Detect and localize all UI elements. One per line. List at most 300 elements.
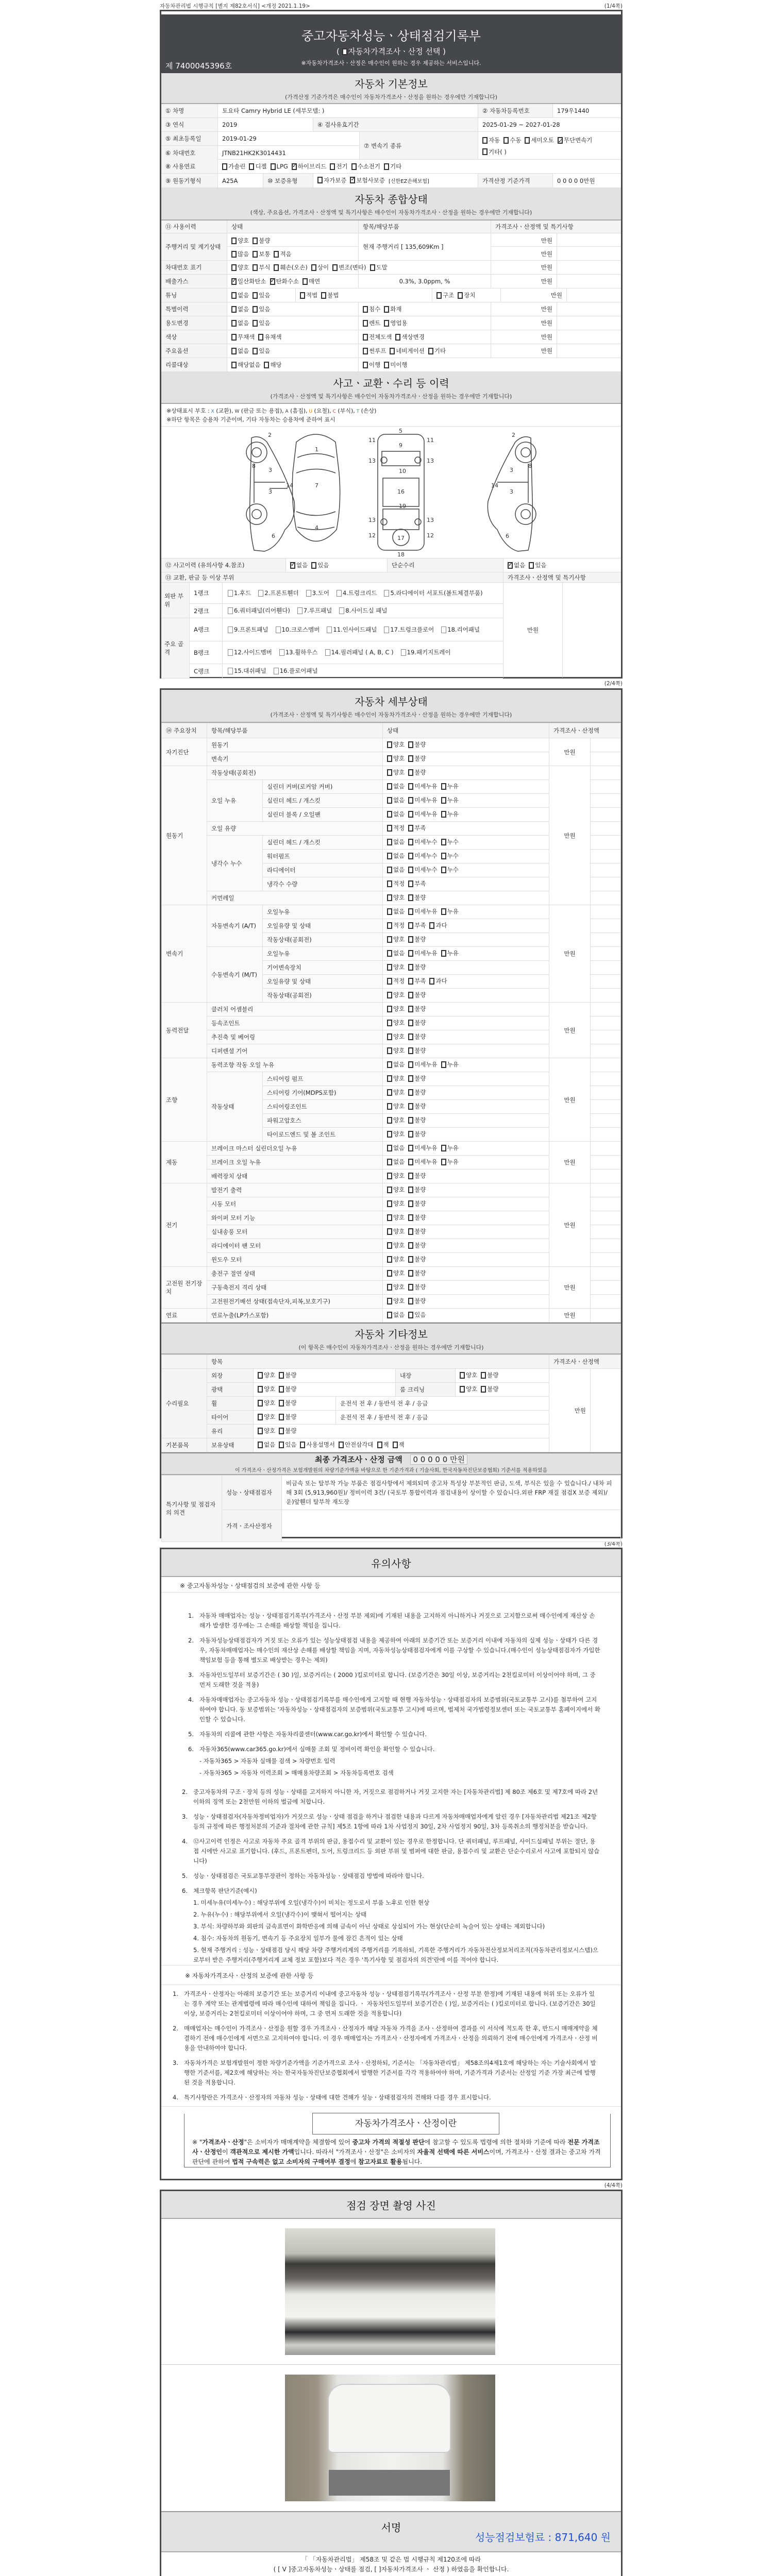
checkbox-option[interactable] [408, 1046, 426, 1055]
checkbox[interactable] [408, 1312, 413, 1318]
checkbox-option[interactable] [529, 561, 546, 569]
checkbox-option[interactable] [350, 176, 385, 184]
checkbox[interactable] [441, 908, 446, 915]
checkbox[interactable] [279, 1372, 284, 1379]
checkbox[interactable] [441, 783, 446, 790]
checkbox[interactable] [408, 1131, 413, 1138]
checkbox[interactable] [408, 839, 413, 845]
checkbox[interactable] [297, 607, 303, 614]
checkbox-option[interactable] [408, 1311, 426, 1319]
checkbox-option[interactable] [363, 361, 380, 369]
checkbox-option[interactable] [482, 147, 507, 157]
checkbox[interactable] [384, 320, 389, 327]
checkbox[interactable] [481, 1372, 486, 1379]
part-option[interactable] [339, 606, 387, 615]
checkbox[interactable] [384, 626, 389, 633]
part-option[interactable] [279, 648, 318, 657]
checkbox[interactable] [228, 649, 233, 656]
checkbox[interactable] [279, 1414, 284, 1420]
checkbox[interactable] [482, 148, 488, 155]
checkbox-option[interactable] [408, 1297, 426, 1305]
checkbox-option[interactable] [258, 1427, 275, 1435]
checkbox-option[interactable] [387, 1005, 405, 1013]
checkbox[interactable] [387, 1159, 392, 1165]
checkbox[interactable] [441, 1145, 446, 1151]
checkbox[interactable] [363, 320, 368, 327]
checkbox-option[interactable] [387, 1269, 405, 1277]
checkbox-option[interactable] [231, 291, 249, 299]
part-option[interactable] [327, 625, 377, 634]
checkbox[interactable] [481, 1386, 486, 1393]
checkbox[interactable] [408, 1061, 413, 1068]
checkbox[interactable] [387, 1075, 392, 1082]
checkbox-option[interactable] [387, 838, 405, 846]
checkbox-option[interactable] [441, 838, 459, 846]
part-option[interactable] [276, 625, 320, 634]
checkbox[interactable] [290, 562, 295, 569]
checkbox-option[interactable] [408, 1241, 426, 1249]
checkbox[interactable] [390, 348, 395, 354]
checkbox[interactable] [408, 936, 413, 943]
checkbox-option[interactable] [408, 1213, 426, 1222]
checkbox[interactable] [231, 264, 237, 271]
checkbox[interactable] [387, 1061, 392, 1068]
checkbox[interactable] [231, 320, 237, 327]
checkbox-option[interactable] [387, 1199, 405, 1208]
checkbox[interactable] [408, 797, 413, 804]
part-option[interactable] [228, 606, 290, 615]
checkbox[interactable] [300, 292, 305, 299]
checkbox[interactable] [408, 1145, 413, 1151]
checkbox[interactable] [303, 278, 308, 285]
part-option[interactable] [441, 625, 480, 634]
checkbox[interactable] [253, 251, 258, 258]
checkbox-option[interactable] [429, 977, 447, 985]
checkbox[interactable] [408, 950, 413, 957]
checkbox-option[interactable] [408, 893, 426, 902]
checkbox[interactable] [363, 348, 368, 354]
checkbox-option[interactable] [279, 1427, 296, 1435]
checkbox-option[interactable] [300, 291, 317, 299]
checkbox-option[interactable] [408, 991, 426, 999]
checkbox-option[interactable] [408, 1032, 426, 1041]
checkbox[interactable] [325, 649, 330, 656]
checkbox[interactable] [408, 755, 413, 762]
checkbox-option[interactable] [408, 1074, 426, 1082]
checkbox-option[interactable] [253, 347, 270, 355]
checkbox[interactable] [408, 1187, 413, 1193]
checkbox-option[interactable] [387, 782, 405, 790]
checkbox-option[interactable] [436, 291, 454, 299]
checkbox[interactable] [271, 163, 276, 170]
checkbox-option[interactable] [408, 1088, 426, 1096]
checkbox-option[interactable] [253, 250, 270, 258]
checkbox-option[interactable] [429, 921, 447, 929]
checkbox-option[interactable] [303, 277, 320, 285]
checkbox[interactable] [231, 306, 237, 313]
checkbox-option[interactable] [279, 1413, 296, 1421]
checkbox[interactable] [279, 1428, 284, 1434]
checkbox[interactable] [408, 1173, 413, 1179]
checkbox-option[interactable] [408, 796, 437, 804]
part-option[interactable] [274, 667, 318, 675]
checkbox[interactable] [317, 177, 323, 183]
part-option[interactable] [384, 625, 434, 634]
checkbox[interactable] [408, 1298, 413, 1304]
checkbox[interactable] [408, 1228, 413, 1235]
checkbox[interactable] [387, 1033, 392, 1040]
checkbox[interactable] [249, 163, 254, 170]
checkbox-option[interactable] [387, 1046, 405, 1055]
checkbox-option[interactable] [279, 1399, 296, 1407]
checkbox-option[interactable] [253, 319, 270, 327]
checkbox-option[interactable] [441, 810, 459, 818]
checkbox-option[interactable] [387, 1116, 405, 1124]
checkbox[interactable] [339, 1442, 344, 1448]
checkbox[interactable] [408, 894, 413, 901]
checkbox-option[interactable] [387, 963, 405, 971]
checkbox[interactable] [387, 1020, 392, 1026]
checkbox[interactable] [441, 626, 446, 633]
checkbox[interactable] [270, 278, 275, 285]
checkbox[interactable] [387, 1089, 392, 1096]
checkbox[interactable] [387, 1214, 392, 1221]
checkbox-option[interactable] [408, 1116, 426, 1124]
checkbox[interactable] [408, 1020, 413, 1026]
checkbox-option[interactable] [387, 1060, 405, 1069]
checkbox-option[interactable] [231, 236, 249, 245]
checkbox-option[interactable] [408, 824, 426, 832]
checkbox-option[interactable] [258, 333, 281, 341]
checkbox[interactable] [384, 362, 389, 368]
checkbox-option[interactable] [384, 305, 401, 313]
checkbox[interactable] [387, 1117, 392, 1124]
checkbox[interactable] [363, 362, 368, 368]
checkbox[interactable] [258, 1372, 263, 1379]
checkbox-option[interactable] [441, 907, 459, 916]
checkbox-option[interactable] [377, 1440, 389, 1449]
checkbox[interactable] [387, 894, 392, 901]
part-option[interactable] [306, 589, 329, 598]
checkbox-option[interactable] [408, 768, 426, 776]
checkbox[interactable] [408, 853, 413, 859]
checkbox[interactable] [327, 626, 332, 633]
checkbox[interactable] [408, 1270, 413, 1277]
checkbox-option[interactable] [408, 963, 426, 971]
checkbox-option[interactable] [387, 1102, 405, 1110]
checkbox[interactable] [253, 264, 258, 271]
checkbox[interactable] [387, 950, 392, 957]
checkbox[interactable] [321, 292, 326, 299]
checkbox-option[interactable] [384, 319, 407, 327]
checkbox[interactable] [387, 1173, 392, 1179]
checkbox[interactable] [529, 562, 534, 569]
checkbox-option[interactable] [408, 866, 437, 874]
checkbox[interactable] [363, 306, 368, 313]
checkbox-option[interactable] [395, 333, 424, 341]
checkbox[interactable] [408, 783, 413, 790]
checkbox[interactable] [393, 1442, 398, 1448]
checkbox-option[interactable] [387, 991, 405, 999]
checkbox[interactable] [387, 1131, 392, 1138]
checkbox[interactable] [408, 1075, 413, 1082]
checkbox-option[interactable] [387, 893, 405, 902]
checkbox[interactable] [387, 1270, 392, 1277]
checkbox-option[interactable] [258, 1371, 275, 1379]
checkbox-option[interactable] [387, 768, 405, 776]
part-option[interactable] [325, 648, 394, 657]
checkbox[interactable] [253, 320, 258, 327]
checkbox[interactable] [408, 1159, 413, 1165]
checkbox[interactable] [253, 292, 258, 299]
checkbox[interactable] [387, 1298, 392, 1304]
checkbox[interactable] [387, 797, 392, 804]
checkbox[interactable] [274, 251, 279, 258]
checkbox-option[interactable] [408, 754, 426, 762]
checkbox[interactable] [387, 908, 392, 915]
checkbox-option[interactable] [408, 1227, 426, 1235]
checkbox-option[interactable] [393, 1440, 405, 1449]
checkbox[interactable] [274, 668, 279, 674]
checkbox[interactable] [436, 292, 442, 299]
checkbox[interactable] [384, 163, 389, 170]
checkbox-option[interactable] [231, 347, 249, 355]
checkbox-option[interactable] [311, 561, 329, 569]
checkbox-option[interactable] [441, 782, 459, 790]
checkbox-option[interactable] [231, 333, 255, 341]
checkbox[interactable] [292, 163, 297, 170]
checkbox-option[interactable] [231, 319, 249, 327]
checkbox-option[interactable] [387, 1144, 405, 1152]
checkbox[interactable] [276, 626, 281, 633]
checkbox-option[interactable] [408, 1158, 437, 1166]
checkbox-option[interactable] [231, 305, 249, 313]
checkbox[interactable] [332, 264, 338, 271]
checkbox[interactable] [408, 1284, 413, 1291]
part-option[interactable] [401, 648, 451, 657]
checkbox[interactable] [387, 1312, 392, 1318]
checkbox[interactable] [258, 1414, 263, 1420]
checkbox-option[interactable] [408, 1283, 426, 1291]
checkbox-option[interactable] [387, 1172, 405, 1180]
checkbox-option[interactable] [387, 879, 405, 888]
checkbox-option[interactable] [441, 1060, 459, 1069]
checkbox[interactable] [387, 853, 392, 859]
checkbox[interactable] [408, 741, 413, 748]
checkbox-option[interactable] [387, 1241, 405, 1249]
checkbox[interactable] [387, 839, 392, 845]
checkbox-option[interactable] [292, 162, 327, 171]
checkbox[interactable] [387, 1242, 392, 1249]
checkbox-option[interactable] [525, 135, 553, 145]
checkbox[interactable] [441, 839, 446, 845]
checkbox-option[interactable] [387, 852, 405, 860]
checkbox[interactable] [482, 137, 488, 144]
checkbox[interactable] [228, 590, 233, 597]
checkbox[interactable] [441, 853, 446, 859]
checkbox[interactable] [558, 137, 563, 144]
checkbox-option[interactable] [311, 263, 329, 272]
checkbox-option[interactable] [253, 263, 270, 272]
checkbox-option[interactable] [387, 1158, 405, 1166]
checkbox-option[interactable] [387, 1032, 405, 1041]
checkbox-option[interactable] [387, 949, 405, 957]
checkbox-option[interactable] [387, 1074, 405, 1082]
checkbox-option[interactable] [387, 866, 405, 874]
part-option[interactable] [228, 589, 251, 598]
checkbox[interactable] [408, 922, 413, 929]
checkbox[interactable] [387, 811, 392, 818]
checkbox[interactable] [253, 348, 258, 354]
checkbox[interactable] [311, 562, 316, 569]
checkbox-option[interactable] [408, 977, 426, 985]
checkbox[interactable] [387, 936, 392, 943]
checkbox-option[interactable] [441, 852, 459, 860]
checkbox-option[interactable] [231, 277, 266, 285]
checkbox[interactable] [441, 1159, 446, 1165]
checkbox-option[interactable] [387, 1283, 405, 1291]
checkbox-option[interactable] [387, 1297, 405, 1305]
checkbox[interactable] [258, 1400, 263, 1406]
checkbox-option[interactable] [231, 263, 249, 272]
checkbox-option[interactable] [270, 277, 299, 285]
checkbox[interactable] [429, 922, 434, 929]
checkbox[interactable] [274, 264, 279, 271]
checkbox-option[interactable] [231, 250, 249, 258]
checkbox-option[interactable] [363, 347, 386, 355]
checkbox[interactable] [311, 264, 316, 271]
part-option[interactable] [384, 589, 482, 598]
checkbox[interactable] [408, 1033, 413, 1040]
checkbox-option[interactable] [408, 1269, 426, 1277]
checkbox-option[interactable] [387, 1130, 405, 1138]
checkbox-option[interactable] [441, 866, 459, 874]
checkbox-option[interactable] [408, 1172, 426, 1180]
checkbox[interactable] [339, 607, 344, 614]
checkbox-option[interactable] [408, 1102, 426, 1110]
checkbox[interactable] [279, 1442, 284, 1448]
checkbox-option[interactable] [508, 561, 525, 569]
checkbox[interactable] [387, 769, 392, 776]
checkbox[interactable] [231, 292, 237, 299]
checkbox[interactable] [387, 964, 392, 971]
checkbox-option[interactable] [387, 1227, 405, 1235]
checkbox[interactable] [253, 238, 258, 244]
checkbox[interactable] [408, 964, 413, 971]
checkbox-option[interactable] [363, 305, 380, 313]
checkbox-option[interactable] [253, 291, 270, 299]
checkbox-option[interactable] [384, 361, 407, 369]
checkbox[interactable] [363, 334, 368, 341]
checkbox[interactable] [441, 797, 446, 804]
checkbox[interactable] [387, 755, 392, 762]
checkbox[interactable] [441, 1061, 446, 1068]
checkbox[interactable] [387, 922, 392, 929]
checkbox-option[interactable] [279, 1371, 296, 1379]
checkbox[interactable] [441, 867, 446, 873]
checkbox[interactable] [408, 1214, 413, 1221]
checkbox[interactable] [231, 348, 237, 354]
checkbox[interactable] [429, 978, 434, 985]
checkbox-option[interactable] [408, 782, 437, 790]
checkbox-option[interactable] [408, 1185, 426, 1194]
checkbox[interactable] [387, 1256, 392, 1263]
checkbox-option[interactable] [387, 810, 405, 818]
checkbox[interactable] [337, 590, 342, 597]
checkbox-option[interactable] [458, 291, 475, 299]
checkbox[interactable] [387, 1200, 392, 1207]
checkbox-option[interactable] [390, 347, 425, 355]
checkbox-option[interactable] [249, 162, 266, 171]
checkbox-option[interactable] [274, 250, 291, 258]
checkbox[interactable] [408, 867, 413, 873]
checkbox-option[interactable] [481, 1385, 498, 1393]
checkbox[interactable] [231, 251, 237, 258]
checkbox[interactable] [258, 1442, 263, 1448]
part-option[interactable] [297, 606, 332, 615]
checkbox-option[interactable] [408, 1199, 426, 1208]
checkbox[interactable] [408, 1200, 413, 1207]
checkbox-option[interactable] [264, 361, 281, 369]
checkbox[interactable] [387, 825, 392, 832]
checkbox[interactable] [351, 163, 357, 170]
checkbox[interactable] [387, 1187, 392, 1193]
checkbox[interactable] [525, 137, 530, 144]
checkbox-option[interactable] [290, 561, 308, 569]
checkbox-option[interactable] [408, 935, 426, 943]
checkbox[interactable] [460, 1386, 465, 1393]
checkbox-option[interactable] [271, 163, 288, 170]
checkbox-option[interactable] [408, 852, 437, 860]
checkbox-option[interactable] [387, 796, 405, 804]
checkbox-option[interactable] [387, 1019, 405, 1027]
checkbox-option[interactable] [408, 921, 426, 929]
checkbox-option[interactable] [253, 236, 270, 245]
checkbox[interactable] [387, 1103, 392, 1110]
checkbox-option[interactable] [408, 907, 437, 916]
checkbox-option[interactable] [408, 1130, 426, 1138]
checkbox[interactable] [508, 562, 513, 569]
checkbox[interactable] [231, 238, 237, 244]
checkbox-option[interactable] [441, 949, 459, 957]
checkbox-option[interactable] [279, 1440, 296, 1449]
checkbox[interactable] [231, 334, 237, 341]
checkbox-option[interactable] [339, 1440, 374, 1449]
checkbox-option[interactable] [258, 1440, 275, 1449]
checkbox-option[interactable] [231, 361, 260, 369]
checkbox[interactable] [377, 1442, 382, 1448]
checkbox-option[interactable] [258, 1399, 275, 1407]
checkbox-option[interactable] [482, 135, 500, 145]
checkbox[interactable] [306, 590, 311, 597]
checkbox-option[interactable] [387, 1255, 405, 1263]
checkbox[interactable] [387, 1228, 392, 1235]
checkbox-option[interactable] [363, 319, 380, 327]
checkbox-option[interactable] [408, 949, 437, 957]
part-option[interactable] [337, 589, 377, 598]
checkbox-option[interactable] [460, 1385, 477, 1393]
checkbox[interactable] [408, 1242, 413, 1249]
price-select-checkbox[interactable] [342, 48, 347, 55]
checkbox-option[interactable] [317, 176, 346, 184]
checkbox[interactable] [228, 626, 233, 633]
checkbox[interactable] [228, 607, 233, 614]
checkbox[interactable] [408, 825, 413, 832]
checkbox[interactable] [279, 1386, 284, 1393]
checkbox-option[interactable] [222, 162, 245, 171]
checkbox-option[interactable] [351, 162, 380, 171]
checkbox[interactable] [428, 348, 433, 354]
